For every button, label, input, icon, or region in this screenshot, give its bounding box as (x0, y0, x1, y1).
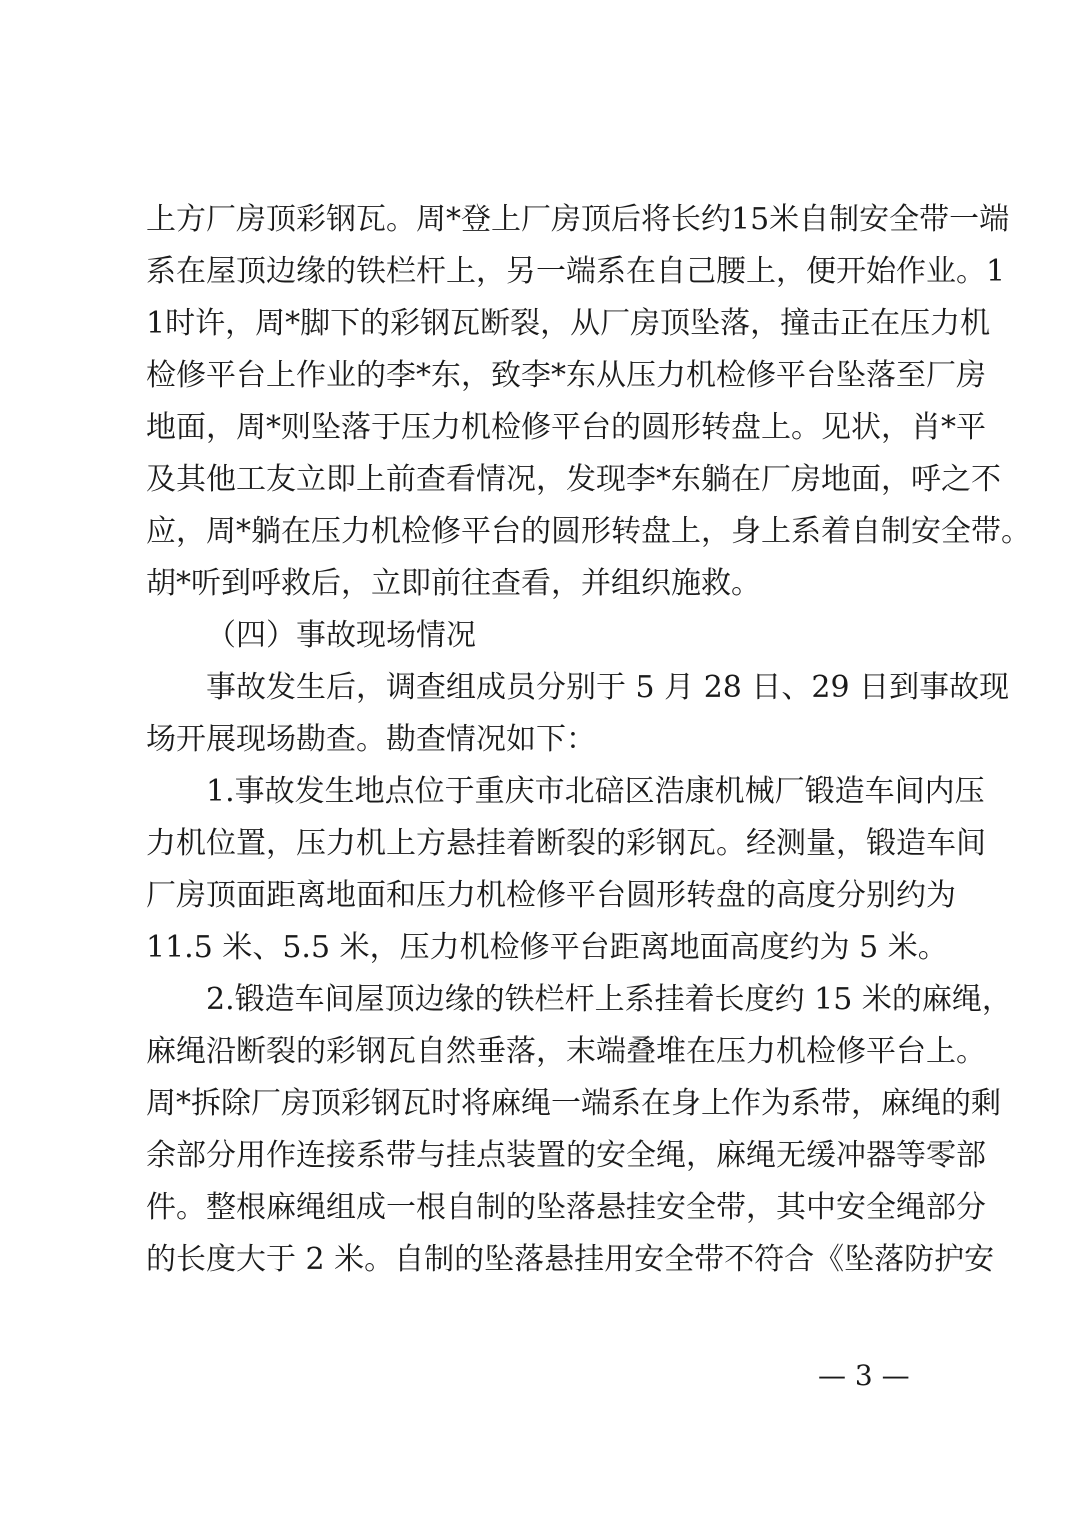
line-07: 应，周*躺在压力机检修平台的圆形转盘上，身上系着自制安全带。 (146, 514, 1031, 549)
line-16: 2.锻造车间屋顶边缘的铁栏杆上系挂着长度约 15 米的麻绳， (206, 982, 1012, 1017)
line-10: 事故发生后，调查组成员分别于 5 月 28 日、29 日到事故现 (206, 670, 1010, 705)
line-02: 系在屋顶边缘的铁栏杆上，另一端系在自己腰上，便开始作业。1 (146, 254, 1006, 289)
line-12: 1.事故发生地点位于重庆市北碚区浩康机械厂锻造车间内压 (206, 774, 985, 809)
line-03: 1时许，周*脚下的彩钢瓦断裂，从厂房顶坠落，撞击正在压力机 (146, 306, 991, 341)
line-14: 厂房顶面距离地面和压力机检修平台圆形转盘的高度分别约为 (146, 878, 956, 913)
line-15: 11.5 米、5.5 米，压力机检修平台距离地面高度约为 5 米。 (146, 930, 948, 965)
line-13: 力机位置，压力机上方悬挂着断裂的彩钢瓦。经测量，锻造车间 (146, 826, 986, 861)
line-08: 胡*听到呼救后，立即前往查看，并组织施救。 (146, 566, 761, 601)
line-18: 周*拆除厂房顶彩钢瓦时将麻绳一端系在身上作为系带，麻绳的剩 (146, 1086, 1001, 1121)
line-11: 场开展现场勘查。勘查情况如下： (146, 722, 596, 757)
line-19: 余部分用作连接系带与挂点装置的安全绳，麻绳无缓冲器等零部 (146, 1138, 986, 1173)
line-20: 件。整根麻绳组成一根自制的坠落悬挂安全带，其中安全绳部分 (146, 1190, 986, 1225)
line-01: 上方厂房顶彩钢瓦。周*登上厂房顶后将长约15米自制安全带一端 (146, 202, 1010, 237)
section-heading: （四）事故现场情况 (206, 618, 476, 653)
line-04: 检修平台上作业的李*东，致李*东从压力机检修平台坠落至厂房 (146, 358, 986, 393)
line-06: 及其他工友立即上前查看情况，发现李*东躺在厂房地面，呼之不 (146, 462, 1001, 497)
page-number: — 3 — (818, 1359, 910, 1392)
line-21: 的长度大于 2 米。自制的坠落悬挂用安全带不符合《坠落防护安 (146, 1242, 995, 1277)
line-17: 麻绳沿断裂的彩钢瓦自然垂落，末端叠堆在压力机检修平台上。 (146, 1034, 986, 1069)
line-05: 地面，周*则坠落于压力机检修平台的圆形转盘上。见状，肖*平 (146, 410, 986, 445)
